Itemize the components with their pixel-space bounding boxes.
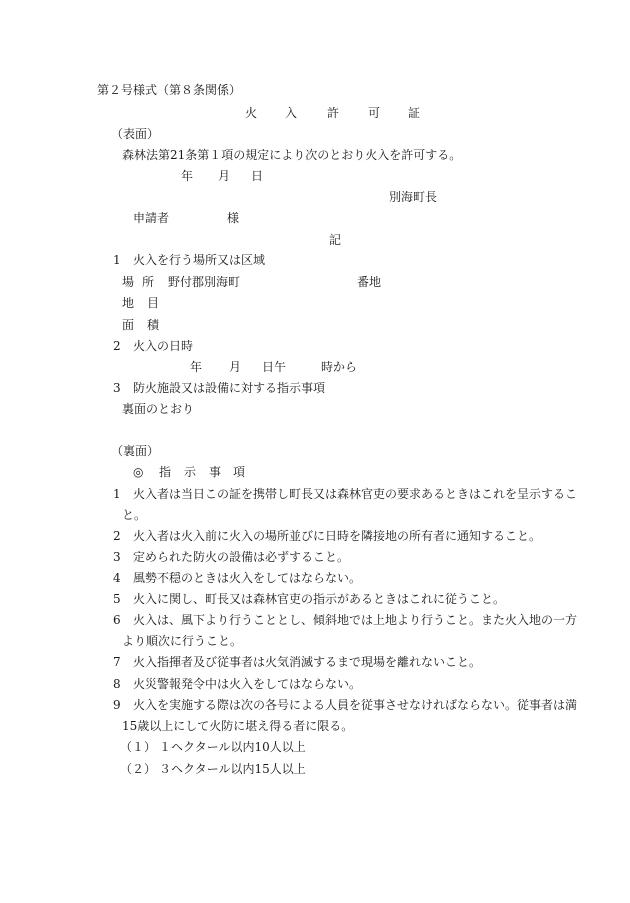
sub-item-number: （１）: [120, 740, 157, 754]
item-label: 火入を行う場所又は区域: [133, 253, 266, 267]
date-day: 日: [251, 169, 264, 183]
area-label-char: 積: [147, 318, 160, 332]
place-label-char: 場: [122, 275, 135, 289]
heading-char: 示: [184, 465, 197, 479]
heading-char: 項: [233, 465, 246, 479]
applicant-suffix: 様: [227, 211, 240, 225]
heading-char: 指: [159, 465, 172, 479]
item-number: 2: [113, 339, 121, 353]
instruction-text: 火入を実施する際は次の各号による人員を従事させなければならない。従事者は満: [133, 698, 578, 712]
instruction-text: 火入指揮者及び従事者は火気消滅するまで現場を離れないこと。: [133, 655, 482, 669]
instruction-text: 火災警報発令中は火入をしてはならない。: [133, 677, 362, 691]
title-char: 可: [368, 106, 381, 120]
title-char: 許: [327, 106, 340, 120]
instruction-text: 火入者は当日この証を携帯し町長又は森林官吏の要求あるときはこれを呈示するこ: [133, 487, 578, 501]
datetime-month: 月: [229, 360, 242, 374]
instruction-number: 1: [113, 487, 121, 501]
instruction-number: 7: [113, 655, 121, 669]
instruction-text: 火入者は火入前に火入の場所並びに日時を隣接地の所有者に通知すること。: [133, 529, 542, 543]
place-suffix: 番地: [357, 275, 382, 289]
instruction-number: 2: [113, 529, 121, 543]
form-number: 第２号様式（第８条関係）: [97, 83, 242, 97]
instruction-text-continued: 15歳以上にして火防に堪え得る者に限る。: [122, 719, 354, 733]
heading-mark: ◎: [133, 465, 144, 479]
datetime-year: 年: [190, 360, 203, 374]
item-note: 裏面のとおり: [122, 402, 195, 416]
date-year: 年: [181, 169, 194, 183]
instruction-number: 9: [113, 698, 121, 712]
back-label: （裏面）: [111, 444, 160, 458]
instruction-text: 火入に関し、町長又は森林官吏の指示があるときはこれに従うこと。: [133, 592, 506, 606]
instruction-text: 定められた防火の設備は必ずすること。: [133, 550, 350, 564]
instruction-text-continued: と。: [122, 508, 147, 522]
title-char: 証: [408, 106, 421, 120]
ki-mark: 記: [329, 233, 342, 247]
area-label-char: 面: [122, 318, 135, 332]
item-number: 3: [113, 381, 121, 395]
instruction-text-continued: より順次に行うこと。: [122, 634, 243, 648]
issuer: 別海町長: [389, 190, 438, 204]
instruction-number: 6: [113, 613, 121, 627]
place-value: 野付郡別海町: [168, 275, 241, 289]
heading-char: 事: [209, 465, 222, 479]
instruction-text: 風勢不穏のときは火入をしてはならない。: [133, 571, 362, 585]
permit-statement: 森林法第21条第１項の規定により次のとおり火入を許可する。: [122, 148, 462, 162]
land-label-char: 地: [122, 296, 135, 310]
title-char: 入: [285, 106, 298, 120]
land-label-char: 目: [147, 296, 160, 310]
instruction-number: 5: [113, 592, 121, 606]
sub-item-number: （２）: [120, 762, 157, 776]
sub-item-text: １ヘクタール以内10人以上: [159, 740, 306, 754]
item-number: 1: [113, 253, 121, 267]
instruction-number: 4: [113, 571, 121, 585]
datetime-day-noon: 日午: [262, 360, 287, 374]
place-label-char: 所: [142, 275, 155, 289]
sub-item-text: ３ヘクタール以内15人以上: [159, 762, 306, 776]
instruction-number: 8: [113, 677, 121, 691]
instruction-text: 火入は、風下より行うこととし、傾斜地では上地より行うこと。また火入地の一方: [133, 613, 578, 627]
date-month: 月: [218, 169, 231, 183]
front-label: （表面）: [111, 127, 160, 141]
applicant-label: 申請者: [133, 211, 170, 225]
item-label: 防火施設又は設備に対する指示事項: [133, 381, 326, 395]
datetime-hour-from: 時から: [321, 360, 358, 374]
title-char: 火: [245, 106, 258, 120]
item-label: 火入の日時: [133, 339, 194, 353]
instruction-number: 3: [113, 550, 121, 564]
